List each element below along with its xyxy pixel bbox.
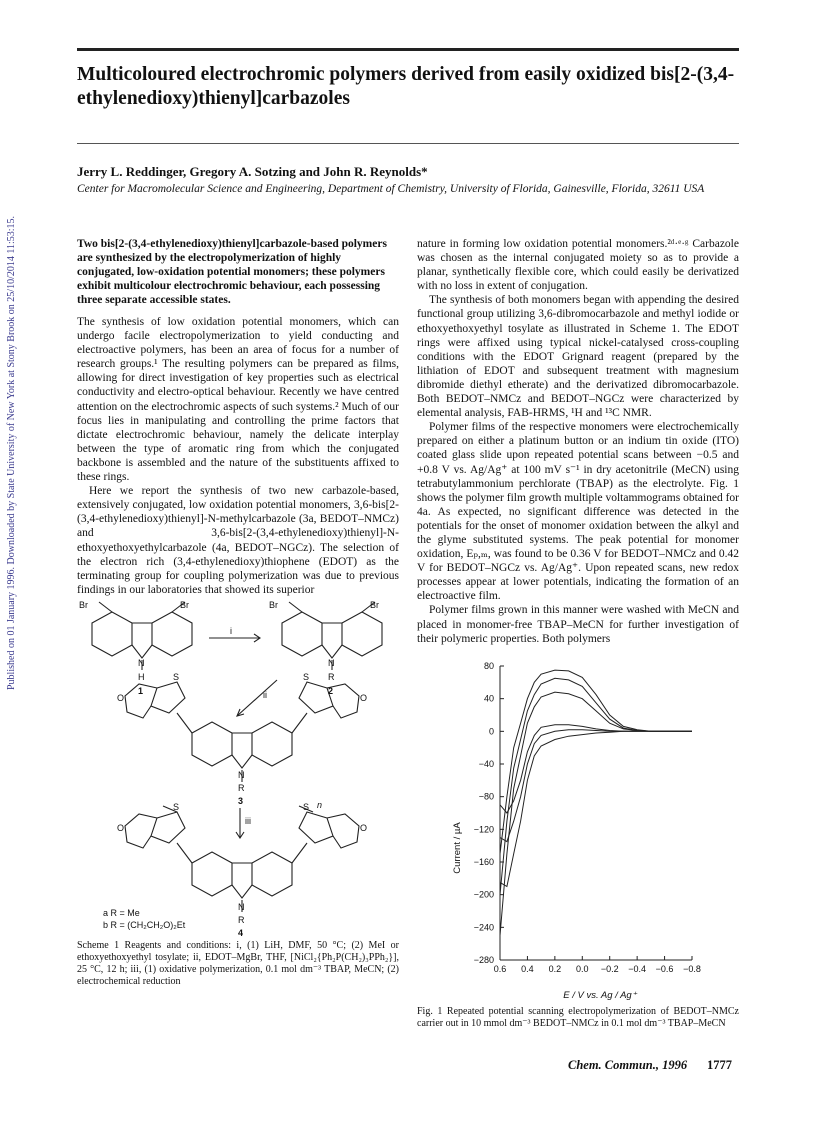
scheme-caption: Scheme 1 Reagents and conditions: i, (1) LiH, DMF, 50 °C; (2) MeI or ethoxyethoxyethyl tosylate; ii, EDOT–MgBr, THF, [NiCl₂{Ph₂P(CH₂)₃PPh₂}], 25 °C, 12 h; iii, (1) oxidative polymerization, 0.1 mol dm⁻³ TBAP, MeCN; (2) electrochemical reduction xyxy=(77,940,399,987)
compound-number: 3 xyxy=(238,796,244,806)
nitrogen-label: N xyxy=(238,902,245,912)
nitrogen-label: N xyxy=(138,658,145,668)
scheme-1 xyxy=(77,598,407,938)
y-axis-label: Current / µA xyxy=(452,822,463,874)
cv-scan-3 xyxy=(500,670,692,854)
figure-1-chart xyxy=(430,658,730,1003)
y-tick-label: −240 xyxy=(473,922,494,933)
bromine-label: Br xyxy=(180,600,189,610)
sulfur-label: S xyxy=(303,802,310,812)
figure-caption: Fig. 1 Repeated potential scanning electropolymerization of BEDOT–NMCz carrier out in 10 mmol dm⁻³ BEDOT–NMCz in 0.1 mol dm⁻³ TBAP–MeCN xyxy=(417,1006,739,1029)
cv-scan-5 xyxy=(500,730,692,842)
nitrogen-label: N xyxy=(328,658,335,668)
compound-3-structure xyxy=(125,682,359,782)
step-label: i xyxy=(230,626,232,636)
article-title: Multicoloured electrochromic polymers derived from easily oxidized bis[2-(3,4-ethylenedioxy)thienyl]carbazoles xyxy=(77,64,735,109)
x-tick-label: 0.4 xyxy=(521,964,534,974)
authors: Jerry L. Reddinger, Gregory A. Sotzing and John R. Reynolds* xyxy=(77,164,428,179)
left-column xyxy=(77,315,399,597)
compound-number: 1 xyxy=(138,686,144,696)
affiliation: Center for Macromolecular Science and Engineering, Department of Chemistry, University of Florida, Gainesville, Florida, 32611 USA xyxy=(77,183,705,195)
abstract: Two bis[2-(3,4-ethylenedioxy)thienyl]carbazole-based polymers are synthesized by the electropolymerization of highly conjugated, low-oxidation potential monomers; these polymers exhibit multicolour electrochromic behaviour, each possessing three separate accessible states. xyxy=(77,238,387,307)
cv-scan-4 xyxy=(500,731,692,886)
oxygen-label: O xyxy=(360,693,368,703)
compound-number: 2 xyxy=(328,686,334,696)
r-group-label: R xyxy=(238,915,245,925)
download-sidebar xyxy=(0,150,24,690)
bromine-label: Br xyxy=(269,600,278,610)
y-tick-label: 80 xyxy=(483,661,494,671)
x-axis-label: E / V vs. Ag / Ag⁺ xyxy=(563,990,637,1001)
step-label: ii xyxy=(263,690,267,700)
x-tick-label: −0.2 xyxy=(600,964,619,974)
bromine-label: Br xyxy=(79,600,88,610)
y-tick-label: −120 xyxy=(473,824,494,835)
paragraph: The synthesis of both monomers began with appending the desired functional group utilizing 3,6-dibromocarbazole and methyl iodide or ethoxyethoxyethyl tosylate as illustrated in Scheme 1. The EDOT rings were affixed using typical nickel-catalysed cross-coupling conditions with the EDOT Grignard reagent (prepared by the lithiation of EDOT and subsequent treatment with magnesium dibromide diethyl etherate) and the derivatized dibromocarbazole. Both BEDOT–NMCz and BEDOT–NGCz were characterized by elemental analysis, FAB-HRMS, ¹H and ¹³C NMR. xyxy=(417,294,739,420)
paragraph: nature in forming low oxidation potential monomers.²ᵈ·ᵉ·ᵍ Carbazole was chosen as the internal conjugated moiety so as to provide a planar, synthetically flexible core, which could easily be derivatized with no loss in extent of conjugation. xyxy=(417,238,739,293)
x-tick-label: 0.2 xyxy=(548,964,562,974)
bromine-label: Br xyxy=(370,600,379,610)
y-tick-label: 0 xyxy=(488,726,494,737)
download-notice: Published on 01 January 1996. Downloaded by State University of New York at Stony Brook on 25/10/2014 11:53:15. xyxy=(6,215,17,690)
x-tick-label: −0.6 xyxy=(655,964,674,974)
cv-scan-6 xyxy=(500,725,692,813)
page-number: 1777 xyxy=(707,1058,732,1072)
x-tick-label: −0.8 xyxy=(683,964,701,974)
y-tick-label: −80 xyxy=(478,791,494,802)
title-rule xyxy=(77,143,739,144)
nitrogen-label: N xyxy=(238,770,245,780)
chart-curves xyxy=(500,670,692,935)
r-group-label: R xyxy=(328,672,335,682)
chart-axes xyxy=(500,666,692,960)
paragraph: The synthesis of low oxidation potential monomers, which can undergo facile electropolymerization to yield conducting and electroactive polymers, has been an area of focus for a number of research groups.¹ The resulting polymers can be prepared as films, allowing for direct investigation of key properties such as electrical conductivity and electro-optical behaviour. Recently we have centred attention on the electrochromic aspects of such systems.² Much of our focus lies in manipulating and controlling the prime factors that dictate electrochromic behaviour, namely the delicate interplay between the type of aromatic ring from which the conjugated backbone is assembled and the nature of the substituents affixed to these rings. xyxy=(77,316,399,484)
y-tick-label: −280 xyxy=(473,955,494,965)
sulfur-label: S xyxy=(173,672,180,682)
footer-journal: Chem. Commun., 1996 xyxy=(568,1058,688,1072)
x-tick-label: 0.0 xyxy=(576,964,589,974)
sulfur-label: S xyxy=(303,672,310,682)
x-tick-label: −0.4 xyxy=(628,964,647,974)
y-tick-label: −40 xyxy=(478,759,494,769)
right-column xyxy=(417,237,739,646)
paragraph: Here we report the synthesis of two new carbazole-based, extensively conjugated, low oxidation potential monomers, 3,6-bis[2-(3,4-ethylenedioxy)thienyl]-N-methylcarbazole (3a, BEDOT–NMCz) and 3,6-bis[2-(3,4-ethylenedioxy)thienyl]-N-ethoxyethoxyethylcarbazole (4a, BEDOT–NGCz). The selection of the electron rich (3,4-ethylenedioxy)thiophene (EDOT) as the terminating group for coupling polymerization was due to previous findings in our laboratories that showed its superior xyxy=(77,485,399,596)
y-tick-label: −200 xyxy=(473,889,494,900)
polymer-index: n xyxy=(317,800,323,810)
oxygen-label: O xyxy=(117,693,125,703)
legend-b: b R = (CH₂CH₂O)₂Et xyxy=(103,920,186,930)
y-tick-label: −160 xyxy=(473,857,494,867)
oxygen-label: O xyxy=(117,823,125,833)
step-label: iii xyxy=(245,816,251,826)
legend-a: a R = Me xyxy=(103,908,140,918)
paragraph: Polymer films of the respective monomers were electrochemically prepared on either a platinum button or an indium tin oxide (ITO) coated glass slide upon repeated potential scans between −0.5 and +0.8 V vs. Ag/Ag⁺ at 100 mV s⁻¹ in dry acetonitrile (MeCN) using tetrabutylammonium perchlorate (TBAP) as the electrolyte. Fig. 1 shows the polymer film growth multiple voltammograms obtained for 4a. As expected, no significant difference was detected in the potentials for the onset of monomer oxidation between the alkyl and the glyme substituted systems. The peak potential for monomer oxidation, Eₚ,ₘ, was found to be 0.36 V for BEDOT–NMCz and 0.42 V for BEDOT–NGCz vs. Ag/Ag⁺. Upon repeated scans, new redox processes appear at lower potentials, indicating the formation of an electroactive film. xyxy=(417,421,739,603)
compound-4-structure xyxy=(125,806,359,912)
compound-number: 4 xyxy=(238,928,244,938)
y-tick-label: 40 xyxy=(483,693,494,704)
x-tick-label: 0.6 xyxy=(493,964,507,974)
hydrogen-label: H xyxy=(138,672,145,682)
paragraph: Polymer films grown in this manner were washed with MeCN and placed in monomer-free TBAP–MeCN for further investigation of their polymeric properties. Both polymers xyxy=(417,604,739,645)
top-rule xyxy=(77,48,739,51)
oxygen-label: O xyxy=(360,823,368,833)
sulfur-label: S xyxy=(173,802,180,812)
r-group-label: R xyxy=(238,783,245,793)
